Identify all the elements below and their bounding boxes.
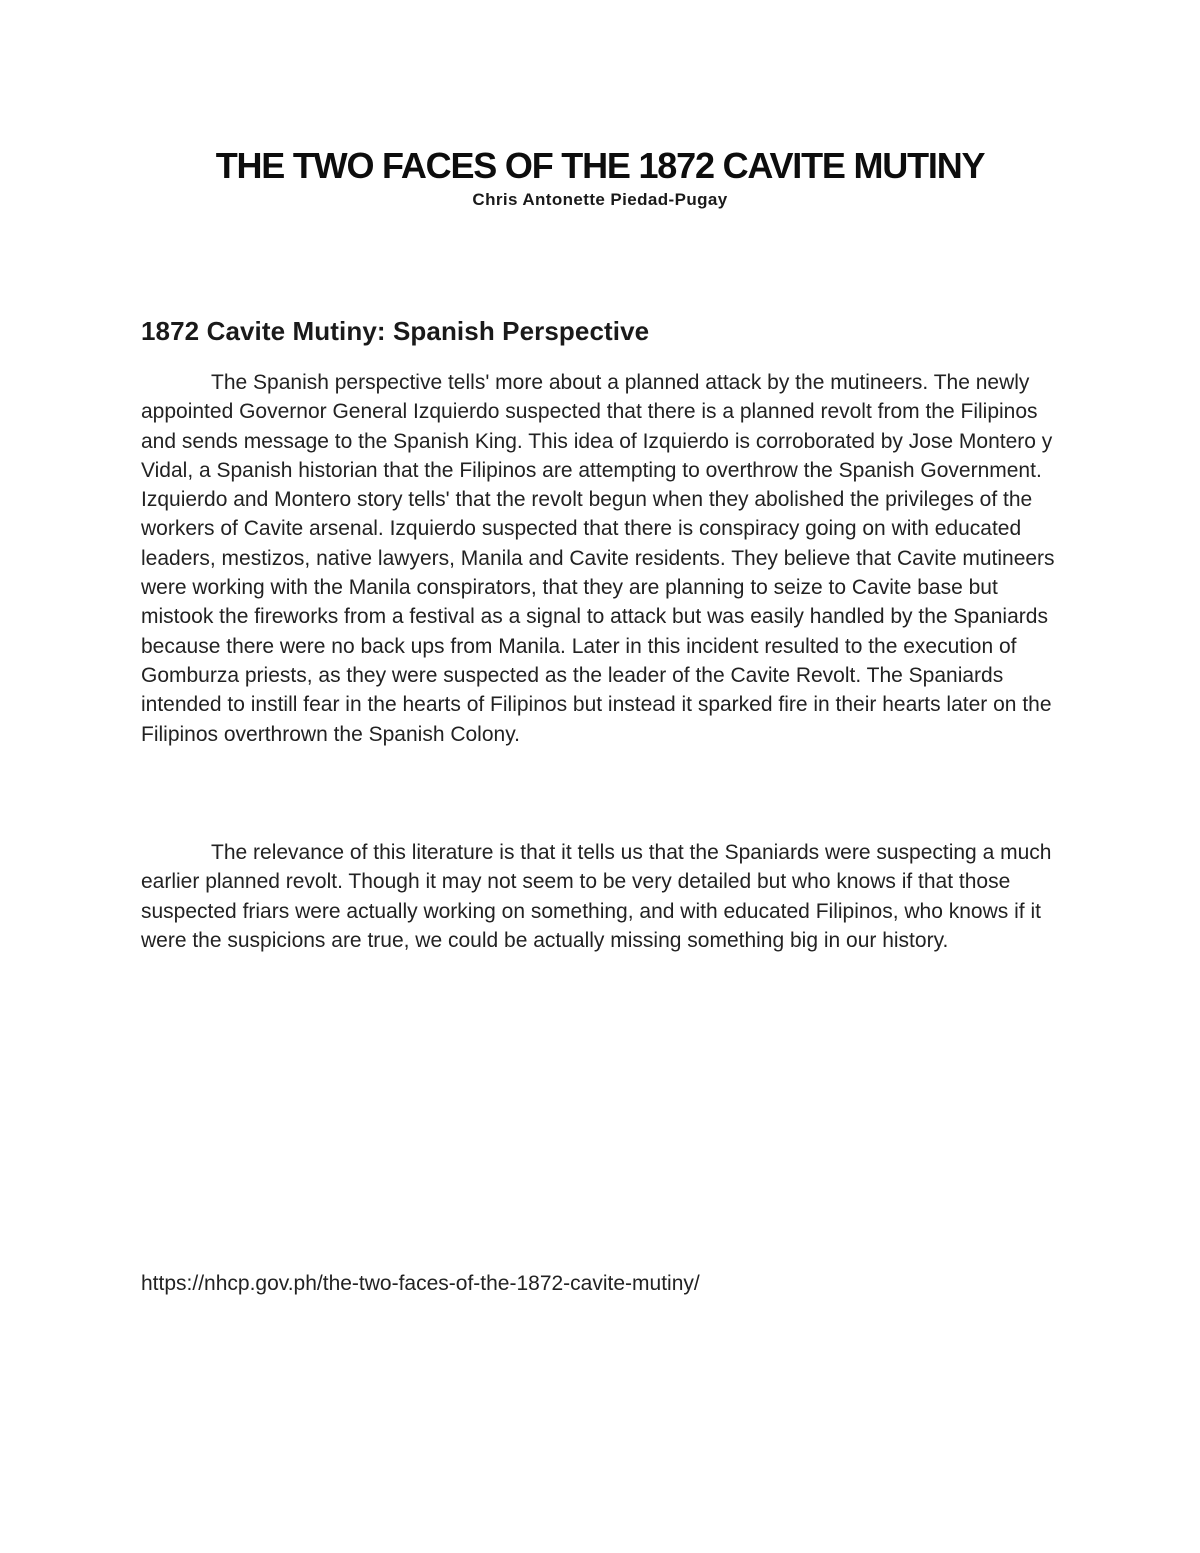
document-title: THE TWO FACES OF THE 1872 CAVITE MUTINY: [215, 145, 985, 186]
source-link[interactable]: https://nhcp.gov.ph/the-two-faces-of-the-1872-cavite-mutiny/: [141, 1272, 700, 1295]
section-heading: 1872 Cavite Mutiny: Spanish Perspective: [141, 316, 650, 346]
paragraph-spanish-perspective: The Spanish perspective tells' more about a planned attack by the mutineers. The newly appointed Governor General Izquierdo suspected that there is a planned revolt from the Filipinos and sends message to the Spanish King. This idea of Izquierdo is corroborated by Jose Montero y Vidal, a Spanish historian that the Filipinos are attempting to overthrow the Spanish Government. Izquierdo and Montero story tells' that the revolt begun when they abolished the privileges of the workers of Cavite arsenal. Izquierdo suspected that there is conspiracy going on with educated leaders, mestizos, native lawyers, Manila and Cavite residents. They believe that Cavite mutineers were working with the Manila conspirators, that they are planning to seize to Cavite base but mistook the fireworks from a festival as a signal to attack but was easily handled by the Spaniards because there were no back ups from Manila. Later in this incident resulted to the execution of Gomburza priests, as they were suspected as the leader of the Cavite Revolt. The Spaniards intended to instill fear in the hearts of Filipinos but instead it sparked fire in their hearts later on the Filipinos overthrown the Spanish Colony.: [141, 371, 1055, 746]
paragraph-relevance: The relevance of this literature is that it tells us that the Spaniards were suspecting a much earlier planned revolt. Though it may not seem to be very detailed but who knows if that those suspected friars were actually working on something, and with educated Filipinos, who knows if it were the suspicions are true, we could be actually missing something big in our history.: [141, 841, 1052, 952]
title-block: [0, 146, 1200, 210]
document-author: Chris Antonette Piedad-Pugay: [472, 190, 728, 209]
